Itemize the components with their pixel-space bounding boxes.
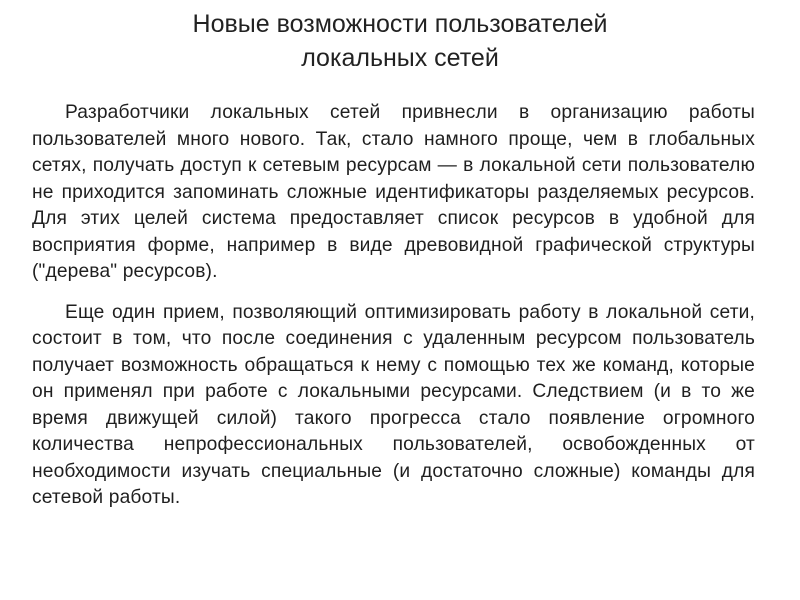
paragraph-1: Разработчики локальных сетей привнесли в организацию работы пользователей много нового. Так, стало намного проще, чем в глобальных сетях, получать доступ к сетевым ресурсам — в локальной сети пользователю не приходится запоминать сложные идентификаторы разделяемых ресурсов. Для этих целей система предоставляет список ресурсов в удобной для восприятия форме, например в виде древовидной графической структуры ("дерева" ресурсов).	[32, 102, 755, 282]
slide-title-line-2: локальных сетей	[301, 44, 499, 72]
slide-title	[0, 7, 800, 75]
paragraph-2: Еще один прием, позволяющий оптимизировать работу в локальной сети, состоит в том, что после соединения с удаленным ресурсом пользователь получает возможность обращаться к нему с помощью тех же команд, которые он применял при работе с локальными ресурсами. Следствием (и в то же время движущей силой) такого прогресса стало появление огромного количества непрофессиональных пользователей, освобожденных от необходимости изучать специальные (и достаточно сложные) команды для сетевой работы.	[32, 301, 755, 508]
slide-title-line-1: Новые возможности пользователей	[192, 10, 608, 38]
slide-body	[32, 100, 755, 512]
